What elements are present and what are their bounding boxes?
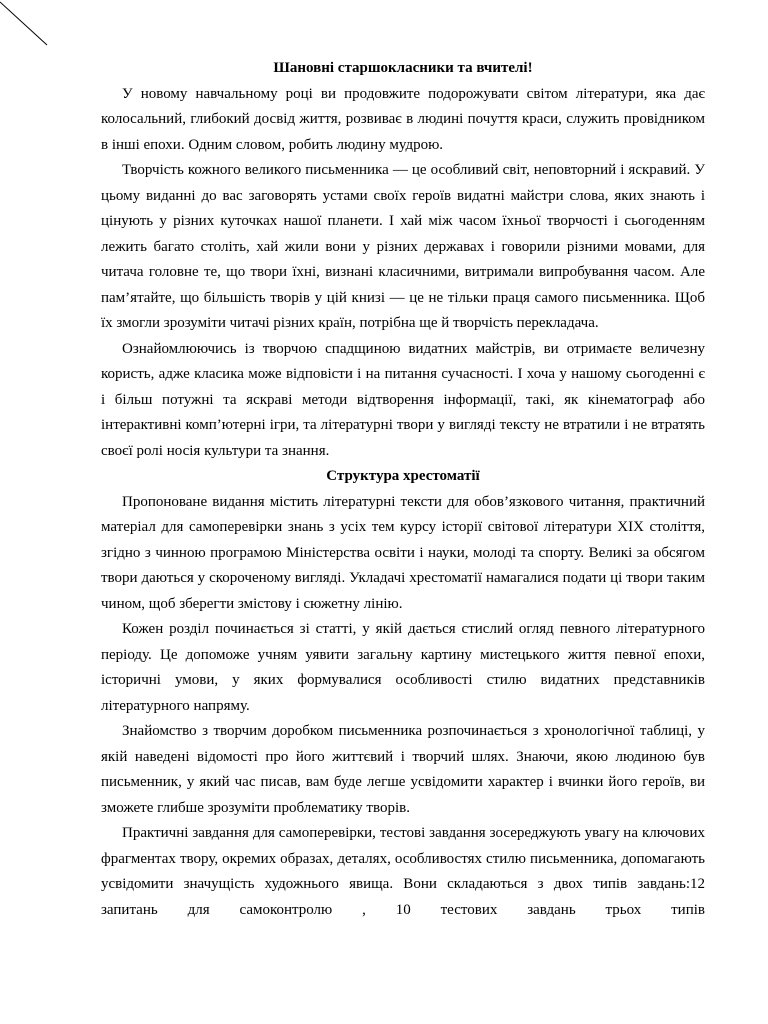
paragraph-exercises: Практичні завдання для самоперевірки, тестові завдання зосереджують увагу на ключових фрагментах твору, окремих образах, деталях, особливостях стилю письменника, допомагають усвідомити значущість художнього явища. Вони складаються з двох типів завдань:12 запитань для самоконтролю , 10 тестових завдань трьох типів [101, 825, 705, 918]
document-body [101, 56, 705, 923]
paragraph-heritage: Ознайомлюючись із творчою спадщиною видатних майстрів, ви отримаєте величезну користь, адже класика може відповісти і на питання сучасності. І хоча у нашому сьогоденні є і більш потужні та яскраві методи відтворення інформації, такі, як кінематограф або інтерактивні комп’ютерні ігри, та літературні твори у вигляді тексту не втратили і не втратять своєї ролі носія культури та знання. [101, 340, 705, 459]
paragraph-intro: У новому навчальному році ви продовжите подорожувати світом літератури, яка дає колосальний, глибокий досвід життя, розвиває в людині почуття краси, служить провідником в інші епохи. Одним словом, робить людину мудрою. [101, 85, 705, 153]
paragraph-chronology: Знайомство з творчим доробком письменника розпочинається з хронологічної таблиці, у якій наведені відомості про його життєвий і творчий шлях. Знаючи, якою людиною був письменник, у який час писав, вам буде легше усвідомити характер і вчинки його героїв, ви зможете глибше зрозуміти проблематику творів. [101, 723, 705, 816]
paragraph-edition: Пропоноване видання містить літературні тексти для обов’язкового читання, практичний матеріал для самоперевірки знань з усіх тем курсу історії світової літератури XIX століття, згідно з чинною програмою Міністерства освіти і науки, молоді та спорту. Великі за обсягом твори даються у скороченому вигляді. Укладачі хрестоматії намагалися подати ці твори таким чином, щоб зберегти змістову і сюжетну лінію. [101, 493, 705, 612]
page-title: Шановні старшокласники та вчителі! [273, 60, 533, 76]
paragraph-creativity: Творчість кожного великого письменника — це особливий світ, неповторний і яскравий. У цьому виданні до вас заговорять устами своїх героїв видатні майстри слова, яких знають і цінують у різних куточках нашої планети. І хай між часом їхньої творчості і сьогоденням лежить багато століть, хай жили вони у різних державах і говорили різними мовами, для читача головне те, що твори їхні, визнані класичними, витримали випробування часом. Але пам’ятайте, що більшість творів у цій книзі — це не тільки праця самого письменника. Щоб їх змогли зрозуміти читачі різних країн, потрібна ще й творчість перекладача. [101, 162, 705, 331]
page-corner-mark [0, 0, 50, 50]
section-title-structure: Структура хрестоматії [326, 468, 480, 484]
paragraph-chapters: Кожен розділ починається зі статті, у якій дається стислий огляд певного літературного періоду. Це допоможе учням уявити загальну картину мистецького життя певної епохи, історичні умови, у яких формувалися особливості стилю видатних представників літературного напряму. [101, 621, 705, 714]
